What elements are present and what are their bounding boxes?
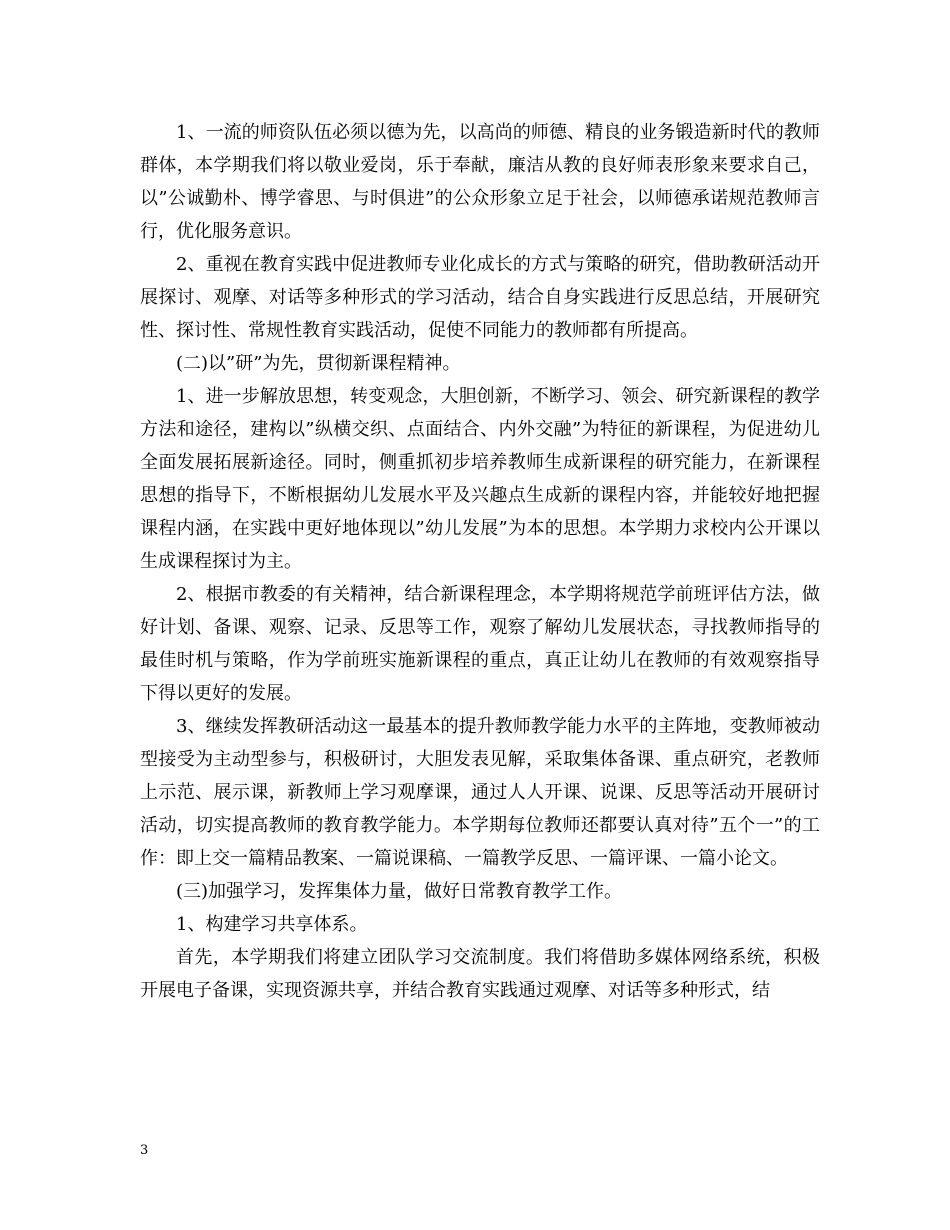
section-heading-2: (二)以”研”为先，贯彻新课程精神。 <box>176 353 461 374</box>
paragraph-2: 2、重视在教育实践中促进教师专业化成长的方式与策略的研究，借助教研活动开展探讨、观摩、对话等多种形式的学习活动，结合自身实践进行反思总结，开展研究性、探讨性、常规性教育实践活动，促使不同能力的教师都有所提高。 <box>140 254 820 341</box>
page-number: 3 <box>140 1143 149 1158</box>
paragraph-5: 3、继续发挥教研活动这一最基本的提升教师教学能力水平的主阵地，变教师被动型接受为主动型参与，积极研讨，大胆发表见解，采取集体备课、重点研究，老教师上示范、展示课，新教师上学习观摩课，通过人人开课、说课、反思等活动开展研讨活动，切实提高教师的教育教学能力。本学期每位教师还都要认真对待”五个一”的工作：即上交一篇精品教案、一篇说课稿、一篇教学反思、一篇评课、一篇小论文。 <box>140 716 820 869</box>
document-body <box>140 116 820 1007</box>
paragraph-1: 1、一流的师资队伍必须以德为先，以高尚的师德、精良的业务锻造新时代的教师群体，本学期我们将以敬业爱岗，乐于奉献，廉洁从教的良好师表形象来要求自己，以”公诚勤朴、博学睿思、与时俱进”的公众形象立足于社会，以师德承诺规范教师言行，优化服务意识。 <box>140 122 820 242</box>
paragraph-6: 首先，本学期我们将建立团队学习交流制度。我们将借助多媒体网络系统，积极开展电子备课，实现资源共享，并结合教育实践通过观摩、对话等多种形式，结 <box>140 947 820 1001</box>
paragraph-4: 2、根据市教委的有关精神，结合新课程理念，本学期将规范学前班评估方法，做好计划、备课、观察、记录、反思等工作，观察了解幼儿发展状态，寻找教师指导的最佳时机与策略，作为学前班实施新课程的重点，真正让幼儿在教师的有效观察指导下得以更好的发展。 <box>140 584 820 704</box>
section-heading-3: (三)加强学习，发挥集体力量，做好日常教育教学工作。 <box>176 881 623 902</box>
paragraph-3: 1、进一步解放思想，转变观念，大胆创新，不断学习、领会、研究新课程的教学方法和途径，建构以”纵横交织、点面结合、内外交融”为特征的新课程，为促进幼儿全面发展拓展新途径。同时，侧重抓初步培养教师生成新课程的研究能力，在新课程思想的指导下，不断根据幼儿发展水平及兴趣点生成新的课程内容，并能较好地把握课程内涵，在实践中更好地体现以”幼儿发展”为本的思想。本学期力求校内公开课以生成课程探讨为主。 <box>140 386 820 572</box>
subheading-1: 1、构建学习共享体系。 <box>176 914 368 935</box>
